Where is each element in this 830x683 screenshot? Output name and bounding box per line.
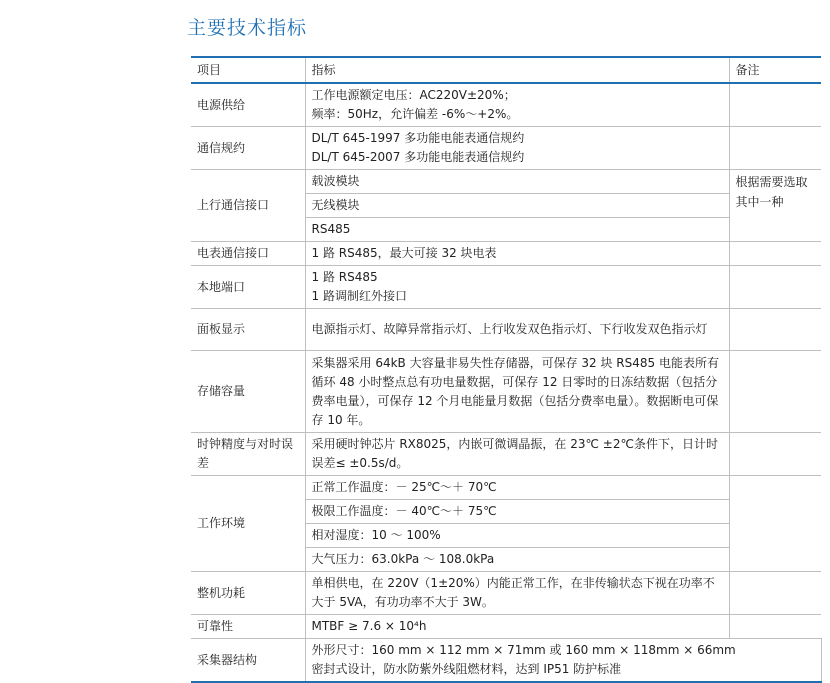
row-spec-environment-4: 大气压力：63.0kPa ～ 108.0kPa: [305, 548, 729, 572]
header-note: 备注: [729, 57, 821, 83]
row-spec-meter-interface: 1 路 RS485，最大可接 32 块电表: [305, 242, 729, 266]
table-row: [191, 639, 821, 683]
row-item-protocol: 通信规约: [191, 127, 305, 170]
row-note-clock: [729, 433, 821, 476]
row-note-power: [729, 83, 821, 127]
row-note-protocol: [729, 127, 821, 170]
row-item-local-port: 本地端口: [191, 266, 305, 309]
row-spec-environment-2: 极限工作温度：－ 40℃～＋ 75℃: [305, 500, 729, 524]
table-row: [191, 476, 821, 500]
row-spec-power: [305, 83, 729, 127]
spec-table: [191, 56, 822, 683]
spec-line: 密封式设计，防水防紫外线阻燃材料，达到 IP51 防护标准: [311, 662, 622, 676]
table-row: [191, 170, 821, 194]
row-spec-environment-1: 正常工作温度：－ 25℃～＋ 70℃: [305, 476, 729, 500]
row-note-panel: [729, 309, 821, 351]
table-row: [191, 309, 821, 351]
spec-line: 外形尺寸：160 mm × 112 mm × 71mm 或 160 mm × 118mm × 66mm: [311, 643, 736, 657]
table-row: [191, 572, 821, 615]
row-note-uplink: 根据需要选取其中一种: [729, 170, 821, 242]
spec-line: DL/T 645-2007 多功能电能表通信规约: [311, 150, 525, 164]
row-spec-uplink-3: RS485: [305, 218, 729, 242]
table-row: [191, 433, 821, 476]
row-spec-uplink-2: 无线模块: [305, 194, 729, 218]
row-note-meter-interface: [729, 242, 821, 266]
row-spec-panel: 电源指示灯、故障异常指示灯、上行收发双色指示灯、下行收发双色指示灯: [305, 309, 729, 351]
header-spec: 指标: [305, 57, 729, 83]
table-row: [191, 615, 821, 639]
row-note-storage: [729, 351, 821, 433]
spec-line: 频率：50Hz，允许偏差 -6%～+2%。: [311, 107, 519, 121]
row-item-reliability: 可靠性: [191, 615, 305, 639]
spec-line: DL/T 645-1997 多功能电能表通信规约: [311, 131, 525, 145]
table-header-row: [191, 57, 821, 83]
row-spec-clock: 采用硬时钟芯片 RX8025，内嵌可微调晶振，在 23℃ ±2℃条件下，日计时误差≤ ±0.5s/d。: [305, 433, 729, 476]
row-item-storage: 存储容量: [191, 351, 305, 433]
row-spec-uplink-1: 载波模块: [305, 170, 729, 194]
row-spec-structure: [305, 639, 821, 683]
spec-line: 工作电源额定电压：AC220V±20%；: [311, 88, 516, 102]
row-item-clock: 时钟精度与对时误差: [191, 433, 305, 476]
row-spec-consumption: 单相供电，在 220V（1±20%）内能正常工作，在非传输状态下视在功率不大于 5VA，有功功率不大于 3W。: [305, 572, 729, 615]
row-spec-environment-3: 相对湿度：10 ～ 100%: [305, 524, 729, 548]
row-note-environment: [729, 476, 821, 572]
spec-line: 1 路调制红外接口: [311, 289, 407, 303]
row-note-reliability: [729, 615, 821, 639]
row-item-panel: 面板显示: [191, 309, 305, 351]
row-item-structure: 采集器结构: [191, 639, 305, 683]
row-spec-protocol: [305, 127, 729, 170]
row-item-consumption: 整机功耗: [191, 572, 305, 615]
spec-line: 1 路 RS485: [311, 270, 378, 284]
row-note-local-port: [729, 266, 821, 309]
row-item-uplink: 上行通信接口: [191, 170, 305, 242]
table-row: [191, 266, 821, 309]
row-note-consumption: [729, 572, 821, 615]
row-item-power: 电源供给: [191, 83, 305, 127]
page-title: 主要技术指标: [187, 17, 308, 39]
row-item-environment: 工作环境: [191, 476, 305, 572]
table-row: [191, 127, 821, 170]
table-row: [191, 83, 821, 127]
header-item: 项目: [191, 57, 305, 83]
row-spec-storage: 采集器采用 64kB 大容量非易失性存储器，可保存 32 块 RS485 电能表所有循环 48 小时整点总有功电量数据，可保存 12 日零时的日冻结数据（包括分费率电量），可保存 12 个月电能量月数据（包括分费率电量）。数据断电可保存 10 年。: [305, 351, 729, 433]
table-row: [191, 351, 821, 433]
row-item-meter-interface: 电表通信接口: [191, 242, 305, 266]
row-spec-reliability: MTBF ≥ 7.6 × 10⁴h: [305, 615, 729, 639]
table-row: [191, 242, 821, 266]
row-spec-local-port: [305, 266, 729, 309]
